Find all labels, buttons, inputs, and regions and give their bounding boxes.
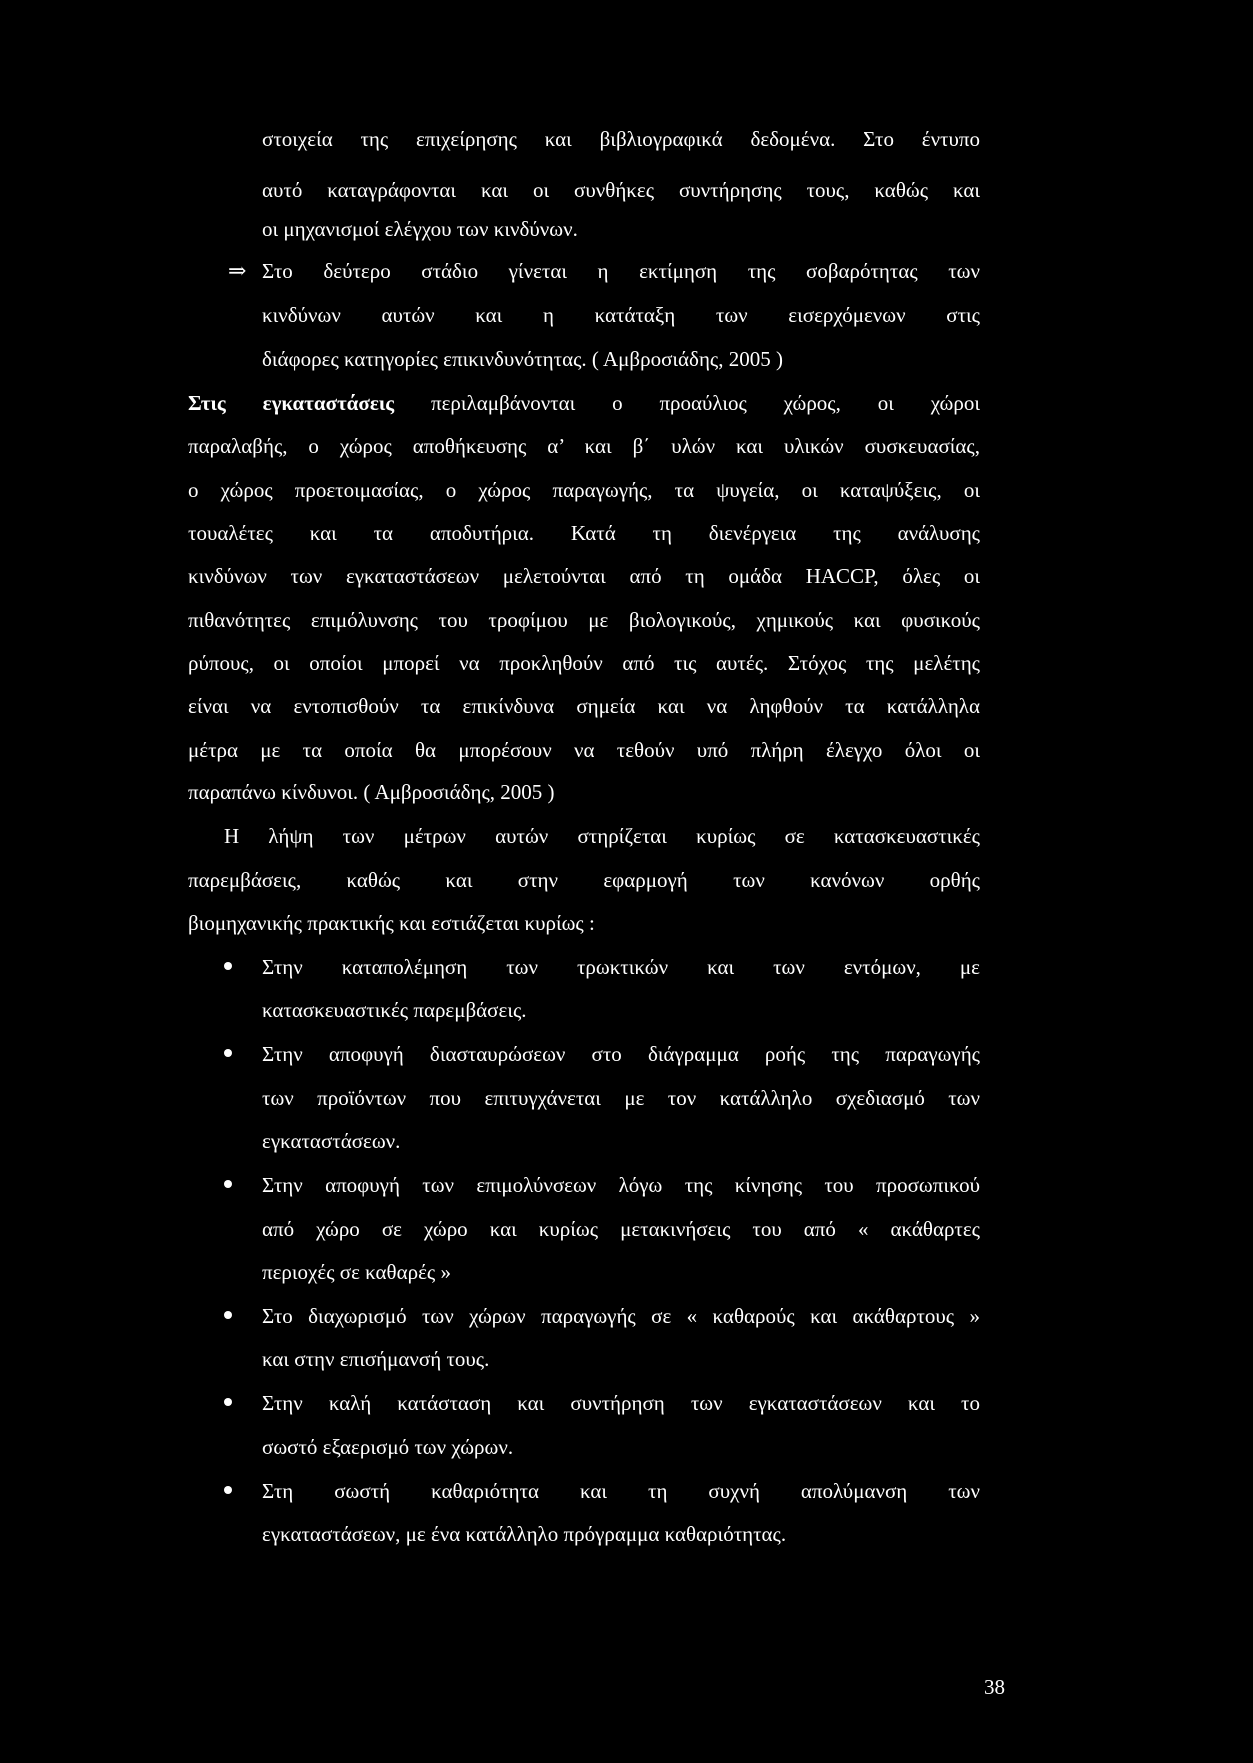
- bullet-icon: [224, 1398, 232, 1406]
- text-line: Στο δεύτερο στάδιο γίνεται η εκτίμηση της σοβαρότητας των: [262, 259, 980, 283]
- text-span: περιλαμβάνονται ο προαύλιος χώρος, οι χώροι: [431, 391, 980, 415]
- text-line: παρεμβάσεις, καθώς και στην εφαρμογή των κανόνων ορθής: [188, 868, 980, 892]
- page-number: 38: [984, 1675, 1005, 1699]
- list-item-line: Στη σωστή καθαριότητα και τη συχνή απολύμανση των: [262, 1479, 980, 1503]
- text-line: μέτρα με τα οποία θα μπορέσουν να τεθούν υπό πλήρη έλεγχο όλοι οι: [188, 738, 980, 762]
- text-line: διάφορες κατηγορίες επικινδυνότητας. ( Αμβροσιάδης, 2005 ): [262, 347, 783, 371]
- list-item-line: και στην επισήμανσή τους.: [262, 1347, 490, 1371]
- text-line: αυτό καταγράφονται και οι συνθήκες συντήρησης τους, καθώς και: [262, 178, 980, 202]
- list-item-line: περιοχές σε καθαρές »: [262, 1260, 451, 1284]
- text-line: είναι να εντοπισθούν τα επικίνδυνα σημεία και να ληφθούν τα κατάλληλα: [188, 694, 980, 718]
- list-item-line: Στην αποφυγή διασταυρώσεων στο διάγραμμα ροής της παραγωγής: [262, 1042, 980, 1066]
- bullet-icon: [224, 962, 232, 970]
- text-line: πιθανότητες επιμόλυνσης του τροφίμου με βιολογικούς, χημικούς και φυσικούς: [188, 608, 980, 632]
- list-item-line: Στην καταπολέμηση των τρωκτικών και των εντόμων, με: [262, 955, 980, 979]
- text-line: ο χώρος προετοιμασίας, ο χώρος παραγωγής, τα ψυγεία, οι καταψύξεις, οι: [188, 478, 980, 502]
- text-line: ρύπους, οι οποίοι μπορεί να προκληθούν από τις αυτές. Στόχος της μελέτης: [188, 651, 980, 675]
- bullet-icon: [224, 1486, 232, 1494]
- list-item-line: Στην αποφυγή των επιμολύνσεων λόγω της κίνησης του προσωπικού: [262, 1173, 980, 1197]
- bullet-icon: [224, 1049, 232, 1057]
- text-line: παραπάνω κίνδυνοι. ( Αμβροσιάδης, 2005 ): [188, 780, 555, 804]
- bullet-icon: [224, 1180, 232, 1188]
- list-item-line: Στο διαχωρισμό των χώρων παραγωγής σε « καθαρούς και ακάθαρτους »: [262, 1304, 980, 1328]
- text-line: βιομηχανικής πρακτικής και εστιάζεται κυρίως :: [188, 911, 595, 935]
- arrow-right-icon: ⇒: [228, 258, 247, 283]
- list-item-line: των προϊόντων που επιτυγχάνεται με τον κατάλληλο σχεδιασμό των: [262, 1086, 980, 1110]
- list-item-line: σωστό εξαερισμό των χώρων.: [262, 1435, 514, 1459]
- text-line: Η λήψη των μέτρων αυτών στηρίζεται κυρίως σε κατασκευαστικές: [224, 824, 980, 848]
- list-item-line: εγκαταστάσεων.: [262, 1129, 401, 1153]
- list-item-line: Στην καλή κατάσταση και συντήρηση των εγκαταστάσεων και το: [262, 1391, 980, 1415]
- text-line: κινδύνων των εγκαταστάσεων μελετούνται από τη ομάδα HACCP, όλες οι: [188, 564, 980, 588]
- bold-lead: Στις εγκαταστάσεις: [188, 391, 395, 415]
- list-item-line: εγκαταστάσεων, με ένα κατάλληλο πρόγραμμα καθαριότητας.: [262, 1522, 787, 1546]
- text-line: τουαλέτες και τα αποδυτήρια. Κατά τη διενέργεια της ανάλυσης: [188, 521, 980, 545]
- bullet-icon: [224, 1311, 232, 1319]
- text-line: κινδύνων αυτών και η κατάταξη των εισερχόμενων στις: [262, 303, 980, 327]
- list-item-line: από χώρο σε χώρο και κυρίως μετακινήσεις του από « ακάθαρτες: [262, 1217, 980, 1241]
- text-line: [188, 390, 980, 416]
- list-item-line: κατασκευαστικές παρεμβάσεις.: [262, 998, 527, 1022]
- text-line: οι μηχανισμοί ελέγχου των κινδύνων.: [262, 217, 578, 241]
- text-line: στοιχεία της επιχείρησης και βιβλιογραφικά δεδομένα. Στο έντυπο: [262, 127, 980, 151]
- text-line: παραλαβής, ο χώρος αποθήκευσης α’ και β΄ υλών και υλικών συσκευασίας,: [188, 434, 980, 458]
